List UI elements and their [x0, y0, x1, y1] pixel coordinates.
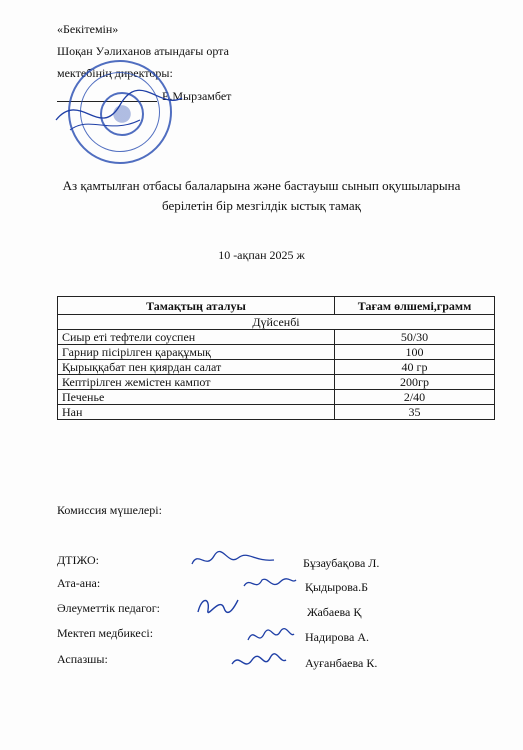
document-title-line-1: Аз қамтылған отбасы балаларына және бастауыш сынып оқушыларына	[62, 178, 461, 193]
signature-1	[188, 548, 278, 572]
table-header-row	[58, 297, 495, 315]
day-row	[58, 315, 495, 330]
dish-name: Гарнир пісірілген қарақұмық	[58, 345, 335, 360]
member-name: Бұзаубақова Л.	[303, 556, 380, 570]
dish-portion: 35	[335, 405, 495, 420]
member-name: Қыдырова.Б	[305, 580, 368, 594]
director-signature	[50, 80, 190, 150]
signature-2	[240, 572, 300, 596]
table-row	[58, 375, 495, 390]
member-name: Надирова А.	[305, 630, 370, 644]
table-row	[58, 405, 495, 420]
dish-portion: 2/40	[335, 390, 495, 405]
signature-5	[228, 650, 288, 676]
document-date: 10 -ақпан 2025 ж	[218, 248, 305, 262]
school-line-1: Шоқан Уәлиханов атындағы орта	[57, 44, 229, 58]
director-name: Е.Мырзамбет	[162, 89, 232, 103]
dish-name: Нан	[58, 405, 335, 420]
member-name: Ауғанбаева К.	[305, 656, 378, 670]
signature-3	[192, 592, 242, 622]
member-role: ДТІЖО:	[57, 553, 99, 567]
table-row	[58, 330, 495, 345]
dish-portion: 100	[335, 345, 495, 360]
approval-label: «Бекітемін»	[57, 22, 119, 36]
member-role: Мектеп медбикесі:	[57, 626, 154, 640]
table-row	[58, 390, 495, 405]
header-portion: Тағам өлшемі,грамм	[335, 297, 495, 315]
commission-title: Комиссия мүшелері:	[57, 503, 162, 517]
table-row	[58, 345, 495, 360]
school-line-2: мектебінің директоры:	[57, 66, 173, 80]
header-dish-name: Тамақтың аталуы	[58, 297, 335, 315]
member-role: Ата-ана:	[57, 576, 101, 590]
member-name: Жабаева Қ	[307, 605, 362, 619]
document-title-line-2: берілетін бір мезгілдік ыстық тамақ	[162, 198, 361, 213]
dish-portion: 50/30	[335, 330, 495, 345]
dish-portion: 200гр	[335, 375, 495, 390]
dish-name: Кептірілген жемістен кампот	[58, 375, 335, 390]
menu-table	[57, 296, 495, 420]
signature-4	[244, 624, 296, 650]
table-row	[58, 360, 495, 375]
dish-portion: 40 гр	[335, 360, 495, 375]
dish-name: Печенье	[58, 390, 335, 405]
member-role: Аспазшы:	[57, 652, 108, 666]
member-role: Әлеуметтік педагог:	[57, 601, 160, 615]
dish-name: Сиыр еті тефтели соуспен	[58, 330, 335, 345]
day-label: Дүйсенбі	[58, 315, 495, 330]
dish-name: Қырыққабат пен қиярдан салат	[58, 360, 335, 375]
